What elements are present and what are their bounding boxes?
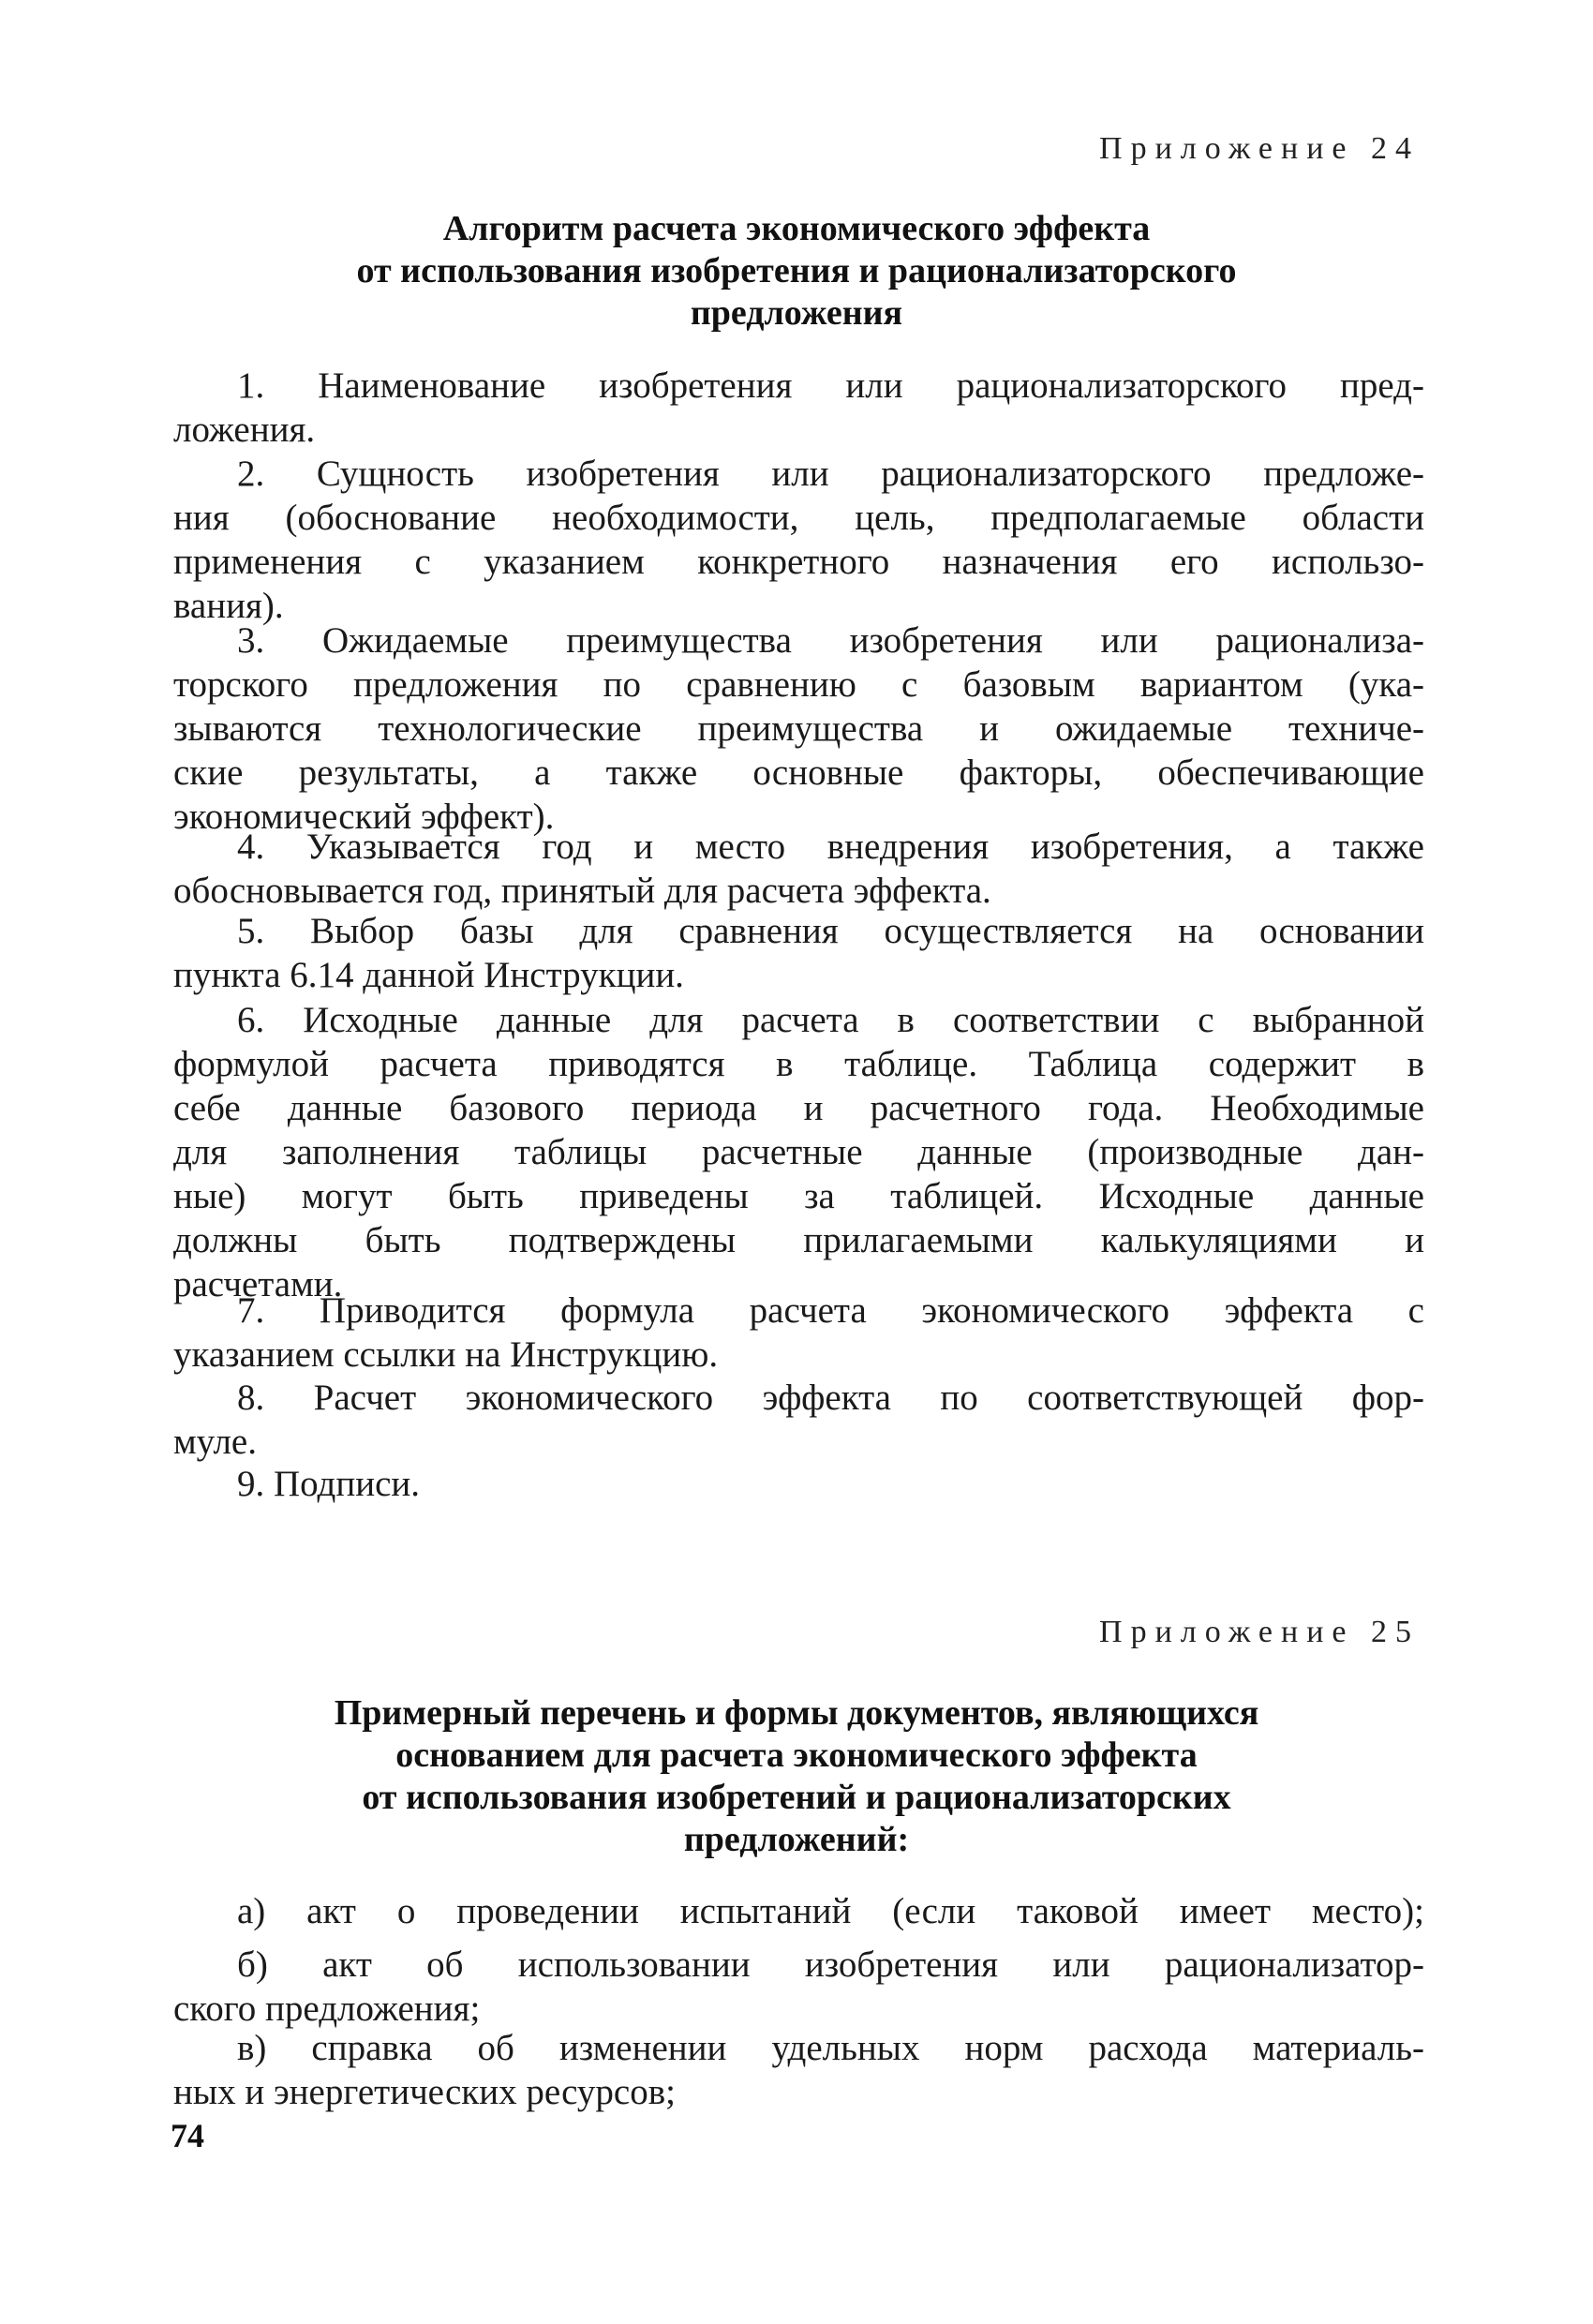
text-line: 4. Указывается год и место внедрения изобретения, а также — [237, 827, 1424, 867]
text-line: расчетами. — [173, 1264, 343, 1304]
text-line: 2. Сущность изобретения или рационализаторского предложе- — [237, 454, 1424, 494]
title-line: от использования изобретения и рационализаторского — [356, 251, 1237, 290]
text-line: ных и энергетических ресурсов; — [173, 2072, 676, 2112]
doc-item-a — [173, 1889, 1424, 1933]
item-2 — [173, 452, 1424, 628]
item-3 — [173, 618, 1424, 839]
doc-item-c — [173, 2026, 1424, 2114]
text-line: обосновывается год, принятый для расчета эффекта. — [173, 871, 991, 911]
text-line: б) акт об использовании изобретения или рационализатор- — [237, 1944, 1424, 1985]
appendix-24-label: Приложение 24 — [1099, 131, 1420, 166]
title-line: основанием для расчета экономического эффекта — [395, 1736, 1198, 1775]
text-line: ния (обоснование необходимости, цель, предполагаемые области — [173, 498, 1424, 538]
text-line: а) акт о проведении испытаний (если таковой имеет место); — [237, 1891, 1424, 1931]
text-line: для заполнения таблицы расчетные данные (производные дан- — [173, 1132, 1424, 1172]
item-4 — [173, 825, 1424, 913]
text-line: 5. Выбор базы для сравнения осуществляется на основании — [237, 911, 1424, 951]
text-line: применения с указанием конкретного назначения его использо- — [173, 542, 1424, 582]
item-8 — [173, 1376, 1424, 1464]
title-line: предложения — [690, 293, 903, 333]
item-9 — [173, 1462, 1424, 1506]
page-number: 74 — [171, 2117, 204, 2154]
text-line: экономический эффект). — [173, 797, 555, 837]
title-line: Алгоритм расчета экономического эффекта — [442, 209, 1151, 248]
text-line: ложения. — [173, 410, 316, 450]
appendix-25-title — [150, 1692, 1443, 1861]
text-line: в) справка об изменении удельных норм расхода материаль- — [237, 2028, 1424, 2068]
text-line: пункта 6.14 данной Инструкции. — [173, 955, 684, 995]
item-6 — [173, 998, 1424, 1306]
text-line: 3. Ожидаемые преимущества изобретения или рационализа- — [237, 620, 1424, 661]
text-line: формулой расчета приводятся в таблице. Таблица содержит в — [173, 1044, 1424, 1084]
text-line: 6. Исходные данные для расчета в соответствии с выбранной — [237, 1000, 1424, 1040]
text-line: муле. — [173, 1422, 257, 1462]
text-line: ские результаты, а также основные факторы, обеспечивающие — [173, 752, 1424, 793]
text-line: себе данные базового периода и расчетного года. Необходимые — [173, 1088, 1424, 1128]
text-line: 9. Подписи. — [237, 1464, 421, 1504]
text-line: 8. Расчет экономического эффекта по соответствующей фор- — [237, 1378, 1424, 1418]
text-line: 1. Наименование изобретения или рационализаторского пред- — [237, 365, 1424, 406]
item-7 — [173, 1289, 1424, 1377]
appendix-24-title — [150, 208, 1443, 335]
item-1 — [173, 364, 1424, 452]
doc-item-b — [173, 1943, 1424, 2031]
title-line: от использования изобретений и рационализаторских — [362, 1778, 1231, 1817]
text-line: зываются технологические преимущества и ожидаемые техниче- — [173, 708, 1424, 749]
item-5 — [173, 909, 1424, 997]
text-line: ского предложения; — [173, 1989, 481, 2029]
text-line: ные) могут быть приведены за таблицей. Исходные данные — [173, 1176, 1424, 1216]
text-line: 7. Приводится формула расчета экономического эффекта с — [237, 1290, 1424, 1331]
appendix-25-label: Приложение 25 — [1099, 1615, 1420, 1649]
title-line: Примерный перечень и формы документов, являющихся — [334, 1693, 1259, 1733]
text-line: должны быть подтверждены прилагаемыми калькуляциями и — [173, 1220, 1424, 1260]
text-line: торского предложения по сравнению с базовым вариантом (ука- — [173, 664, 1424, 705]
text-line: указанием ссылки на Инструкцию. — [173, 1334, 719, 1375]
title-line: предложений: — [683, 1820, 910, 1859]
text-line: вания). — [173, 586, 284, 626]
